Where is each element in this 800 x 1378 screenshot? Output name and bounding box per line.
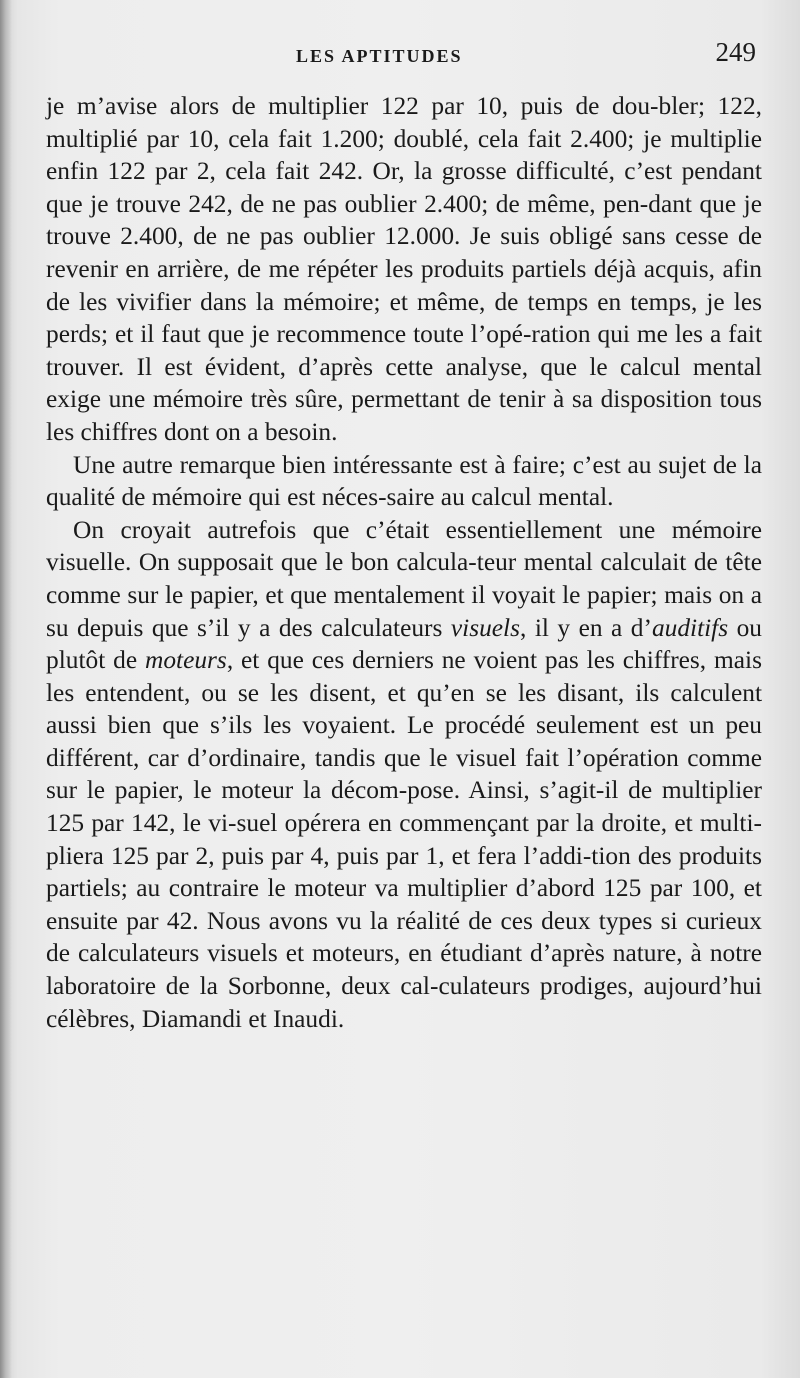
paragraph [46,449,762,514]
italic-term: auditifs [651,613,729,642]
text-run: je m’avise alors de multiplier 122 par 10, puis de dou-bler; 122, multiplié par 10, cela fait 1.200; doublé, cela fait 2.400; je multiplie enfin 122 par 2, cela fait 242. Or, la grosse difficulté, c’est pendant que je trouve 242, de ne pas oublier 2.400; de même, pen-dant que je trouve 2.400, de ne pas oublier 12.000. Je suis obligé sans cesse de revenir en arrière, de me répéter les produits partiels déjà acquis, afin de les vivifier dans la mémoire; et même, de temps en temps, je les perds; et il faut que je recommence toute l’opé-ration qui me les a fait trouver. Il est évident, d’après cette analyse, que le calcul mental exige une mémoire très sûre, permettant de tenir à sa disposition tous les chiffres dont on a besoin. [46,92,762,446]
scan-shadow-edge [0,0,12,1378]
text-run: On croyait autrefois que c’était essentiellement une mémoire visuelle. On supposait que le bon calcula-teur mental calculait de tête comme sur le papier, et que mentalement il voyait le papier; mais on a su depuis que s’il y a des calculateurs [46,515,762,642]
paragraph [46,90,762,449]
body-text [46,90,762,1035]
italic-term: moteurs [144,646,227,675]
page-number: 249 [715,37,756,67]
text-run: Une autre remarque bien intéressante est à faire; c’est au sujet de la qualité de mémoire qui est néces-saire au calcul mental. [46,450,762,512]
page-header [46,36,758,76]
paragraph [46,514,762,1036]
text-run: , il y en a d’ [519,613,652,642]
running-title: LES APTITUDES [296,46,463,66]
text-run: ou plutôt de [46,613,762,675]
italic-term: visuels [450,613,520,642]
text-run: , et que ces derniers ne voient pas les chiffres, mais les entendent, ou se les disent, et qu’en se les disant, ils calculent aussi bien que s’ils les voyaient. Le procédé seulement est un peu différent, car d’ordinaire, tandis que le visuel fait l’opération comme sur le papier, le moteur la décom-pose. Ainsi, s’agit-il de multiplier 125 par 142, le vi-suel opérera en commençant par la droite, et multi-pliera 125 par 2, puis par 4, puis par 1, et fera l’addi-tion des produits partiels; au contraire le moteur va multiplier d’abord 125 par 100, et ensuite par 42. Nous avons vu la réalité de ces deux types si curieux de calculateurs visuels et moteurs, en étudiant d’après nature, à notre laboratoire de la Sorbonne, deux cal-culateurs prodiges, aujourd’hui célèbres, Diamandi et Inaudi. [46,646,762,1033]
